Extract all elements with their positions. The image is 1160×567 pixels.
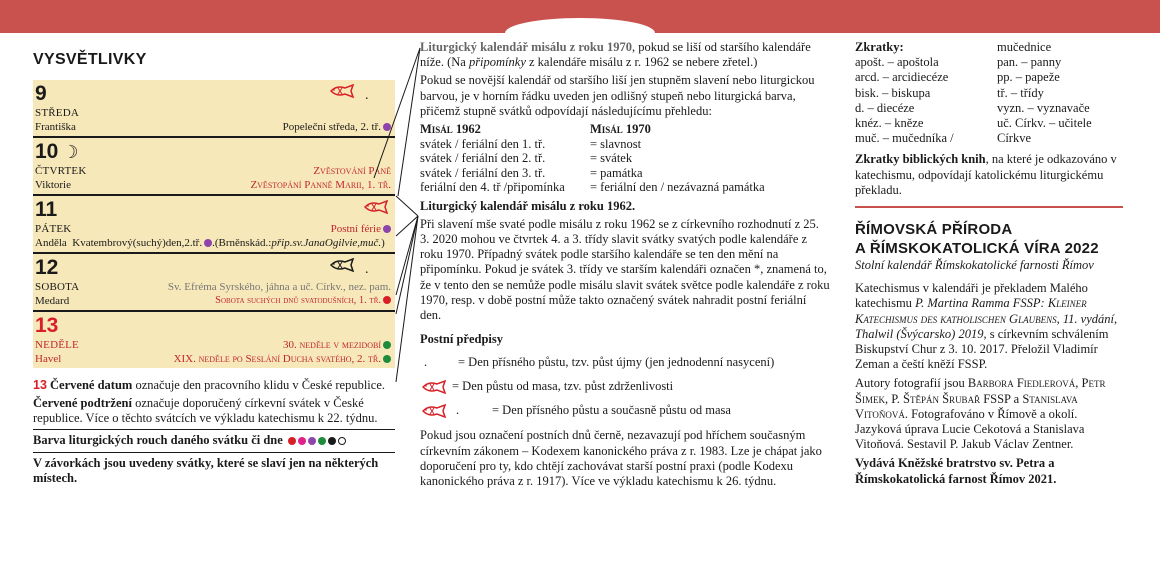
day-number: 9 xyxy=(35,82,47,105)
violet-dot-icon xyxy=(383,123,391,131)
abbreviation-item: bisk. – biskupa xyxy=(855,85,931,100)
note-brackets: V závorkách jsou uvedeny svátky, které se slaví jen na některých místech. xyxy=(33,455,379,485)
strict-fast-marker: . xyxy=(456,403,460,418)
day-feast-1970: 30. neděle v mezidobí xyxy=(283,339,381,351)
day-feast-1962: Zvěstopání Panně Marii, 1. tř. xyxy=(250,179,391,191)
day-feast-1970: Zvěstování Páně xyxy=(313,165,391,177)
day-row xyxy=(33,80,395,138)
moon-icon: ☽ xyxy=(62,142,79,162)
paragraph-degrees: Pokud se novější kalendář od staršího liší jen stupněm slavení nebo liturgickou barvou, je v horním řádku uveden jen odlišný stupeň nebo liturgická barva, přičemž stupně svátků odpovídají následujícímu přehledu: xyxy=(420,73,815,118)
info-column xyxy=(855,40,1127,491)
calendar-title-line-1: ŘÍMOVSKÁ PŘÍRODA xyxy=(855,220,1013,238)
legend-notes xyxy=(33,378,395,486)
green-dot-icon xyxy=(318,437,326,445)
strict-fast-marker: . xyxy=(424,355,428,370)
legend-column xyxy=(33,50,398,489)
day-name: ČTVRTEK xyxy=(35,165,87,177)
day-feast-1962: Sobota suchých dnů svatodušních, 1. tř. xyxy=(215,295,381,306)
day-note: Kvatembrový(suchý)den,2.tř. xyxy=(72,237,203,249)
white-dot-icon xyxy=(338,437,346,445)
day-saint: Františka xyxy=(35,121,76,133)
day-saint: Havel xyxy=(35,353,62,365)
black-dot-icon xyxy=(328,437,336,445)
fish-icon xyxy=(363,200,389,214)
note-vestment-colors: Barva liturgických rouch daného svátku či dne xyxy=(33,433,395,449)
table-row: feriální den 4. tř /připomínka = feriální den / nezávazná památka xyxy=(420,180,765,195)
abbreviations xyxy=(855,40,1127,146)
calendar-explanation-column xyxy=(420,40,830,492)
table-row: svátek / feriální den 2. tř. = svátek xyxy=(420,151,633,166)
fish-icon xyxy=(329,258,355,272)
bible-abbreviations-note: Zkratky biblických knih, na které je odkazováno v katechismu, odpovídají katolickému liturgickému překladu. xyxy=(855,152,1117,197)
day-row: 11 PÁTEK Postní férie Anděla Kvatembrový(suchý)den,2.tř. .(Brněnskád.:přip.sv.JanaOgilvie,muč.) xyxy=(33,196,395,254)
paragraph-credits: Autory fotografií jsou Barbora Fiedlerová, Petr Šimek, P. Štěpán Šrubař FSSP a Stanislava Vitoňová. Fotografováno v Římově a okolí. Jazyková úprava Lucie Cekotová a Stanislava Vitoňová. Sestavil P. Jakub Václav Zentner. xyxy=(855,376,1106,452)
fast-rule-meat: = Den půstu od masa, tzv. půst zdrženlivosti xyxy=(420,374,830,398)
day-feast-1970: Sv. Efréma Syrského, jáhna a uč. Církv., nez. pam. xyxy=(167,281,391,293)
day-number: 13 xyxy=(35,314,59,337)
violet-dot-icon xyxy=(383,225,391,233)
day-name: NEDĚLE xyxy=(35,339,79,351)
paragraph-1962-calendar: Při slavení mše svaté podle misálu z roku 1962 se z církevního rozhodnutí z 25. 3. 2020 mohou ve čtvrtek 4. a 3. třídy slavit svátky svatých podle kalendáře z roku 1970. Případný svátek podle staršího kalendáře se ten den mění na připomínku. Pokud je svátek 3. třídy ve starším kalendáři označen *, znamená to, že v tento den se nemůže podle misálu slavit svátek světce podle kalendáře z roku 1970, resp. v době postní může takto označený svátek nahradit postní feriální den. xyxy=(420,216,830,322)
paragraph-1970-calendar: Liturgický kalendář misálu z roku 1970, pokud se liší od staršího kalendáře níže. (Na připomínky z kalendáře misálu z r. 1962 se nebere zřetel.) xyxy=(420,40,811,70)
day-note-commemoration: přip.sv.JanaOgilvie,muč. xyxy=(271,237,382,249)
day-number: 10 xyxy=(35,140,59,163)
day-row xyxy=(33,312,395,368)
day-name: SOBOTA xyxy=(35,281,80,293)
day-row xyxy=(33,254,395,312)
section-divider xyxy=(855,206,1123,208)
heading-fasting-rules: Postní předpisy xyxy=(420,332,504,347)
strict-fast-marker: . xyxy=(365,262,369,277)
day-number: 12 xyxy=(35,256,59,279)
misal-comparison-table xyxy=(420,122,830,195)
abbreviation-item: vyzn. – vyznavače xyxy=(997,100,1090,115)
note-red-date: 13 Červené datum označuje den pracovního klidu v České republice. xyxy=(33,378,386,392)
calendar-subtitle: Stolní kalendář Římskokatolické farnosti Římov xyxy=(855,257,1094,272)
abbreviation-item: pan. – panny xyxy=(997,55,1062,70)
table-row: svátek / feriální den 3. tř. = památka xyxy=(420,165,643,180)
green-dot-icon xyxy=(383,355,391,363)
calendar-title-line-2: A ŘÍMSKOKATOLICKÁ VÍRA 2022 xyxy=(855,239,1099,257)
heading-1962-calendar: Liturgický kalendář misálu z roku 1962. xyxy=(420,198,636,213)
day-note-close: ) xyxy=(381,237,385,249)
abbreviation-item: Církve xyxy=(997,131,1032,146)
day-note-local: (Brněnskád.: xyxy=(214,237,272,249)
paragraph-fasting-note: Pokud jsou označení postních dnů černě, nezavazují pod hříchem současným církevním zákonem – Kodexem kanonického práva z r. 1983. Lze je chápat jako doporučení pro ty, kdo chtějí zachovávat starší postní praxi (podle Kodexu kanonického práva z r. 1917). Více ve výkladu katechismu k 26. týdnu. xyxy=(420,428,822,488)
abbreviation-item: mučednice xyxy=(997,40,1052,54)
abbreviation-item: uč. Církv. – učitele xyxy=(997,115,1092,130)
divider xyxy=(33,429,395,430)
sample-days xyxy=(33,80,395,368)
top-band xyxy=(0,0,1160,33)
note-red-underline: Červené podtržení označuje doporučený církevní svátek v České republice. Více o těchto svátcích ve výkladu katechismu k 22. týdnu. xyxy=(33,396,378,425)
fish-icon xyxy=(420,380,448,394)
divider xyxy=(33,452,395,453)
fast-rule-combined: . = Den přísného půstu a současně půstu od masa xyxy=(420,398,830,422)
violet-dot-icon xyxy=(308,437,316,445)
abbreviation-item: tř. – třídy xyxy=(997,85,1044,100)
paragraph-catechism-source: Katechismus v kalendáři je překladem Malého katechismu P. Martina Ramma FSSP: Kleiner Katechismus des katholischen Glaubens, 11. vydání, Thalwil (Švýcarsko) 2019, s církevním schválením Biskupství Chur z 3. 10. 2017. Přeložil Vladimír Zeman a čeští kněží FSSP. xyxy=(855,281,1118,372)
pink-dot-icon xyxy=(298,437,306,445)
day-saint: Medard xyxy=(35,295,70,307)
day-name: PÁTEK xyxy=(35,223,72,235)
day-feast: Postní férie xyxy=(330,223,381,235)
abbreviation-item: knéz. – kněze xyxy=(855,115,924,130)
day-feast: Popeleční středa, 2. tř. xyxy=(282,121,381,133)
abbreviation-item: muč. – mučedníka / xyxy=(855,131,954,146)
red-dot-icon xyxy=(288,437,296,445)
table-row: svátek / feriální den 1. tř. = slavnost xyxy=(420,136,642,151)
strict-fast-marker: . xyxy=(365,88,369,103)
paragraph-publisher: Vydává Kněžské bratrstvo sv. Petra a Římskokatolická farnost Římov 2021. xyxy=(855,456,1057,486)
day-feast-1962: XIX. neděle po Seslání Ducha svatého, 2. tř. xyxy=(173,353,381,365)
abbreviation-item: d. – diecéze xyxy=(855,100,915,115)
abbreviation-item: apošt. – apoštola xyxy=(855,55,939,70)
fish-icon xyxy=(329,84,355,98)
day-name: STŘEDA xyxy=(35,107,79,119)
fish-icon xyxy=(420,404,448,418)
table-header: Misál 1970 xyxy=(590,122,651,137)
fast-rule-strict: . = Den přísného půstu, tzv. půst újmy (jen jednodenní nasycení) xyxy=(420,350,830,374)
abbreviation-item: arcd. – arcidiecéze xyxy=(855,70,949,85)
abbreviation-item: pp. – papeže xyxy=(997,70,1060,85)
day-saint: Viktorie xyxy=(35,179,71,191)
day-saint: Anděla xyxy=(35,237,67,249)
red-dot-icon xyxy=(383,296,391,304)
violet-dot-icon xyxy=(204,239,212,247)
legend-title: VYSVĚTLIVKY xyxy=(33,51,147,68)
day-number: 11 xyxy=(35,198,58,221)
day-row xyxy=(33,138,395,196)
abbreviations-title: Zkratky: xyxy=(855,40,904,54)
table-header: Misál 1962 xyxy=(420,122,481,137)
vestment-color-dots xyxy=(286,434,346,449)
green-dot-icon xyxy=(383,341,391,349)
